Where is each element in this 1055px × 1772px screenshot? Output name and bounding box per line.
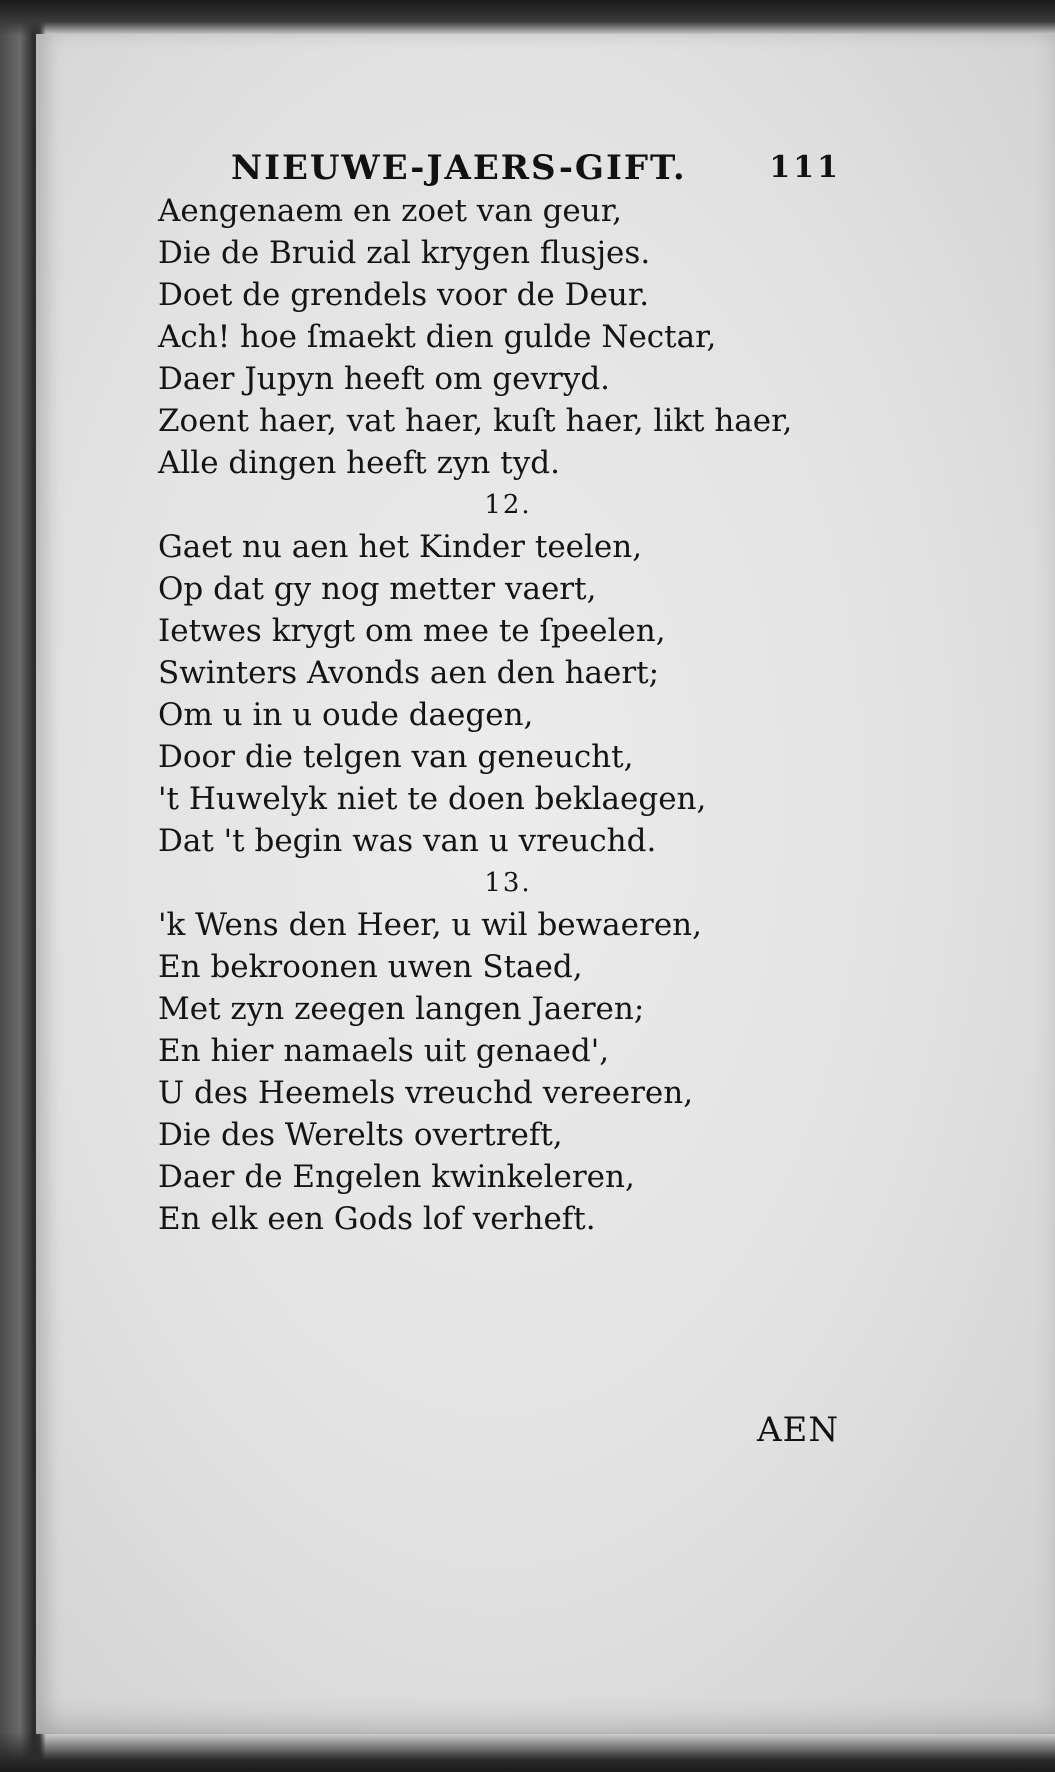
top-edge-shadow: [0, 0, 1055, 36]
poem-line: Die de Bruid zal krygen flusjes.: [158, 235, 651, 271]
bottom-edge-shadow: [0, 1732, 1055, 1772]
page-number: 111: [769, 150, 841, 185]
poem-line: Om u in u oude daegen,: [158, 697, 534, 733]
stanza-number: 13.: [484, 868, 532, 898]
poem-line: Zoent haer, vat haer, kuſt haer, likt haer,: [158, 403, 793, 439]
poem-line: Aengenaem en zoet van geur,: [158, 193, 622, 229]
running-title: NIEUWE-JAERS-GIFT.: [231, 148, 687, 188]
poem-line: Op dat gy nog metter vaert,: [158, 571, 597, 607]
poem-line: Die des Werelts overtreft,: [158, 1117, 563, 1153]
poem-line: Ach! hoe ſmaekt dien gulde Nectar,: [158, 319, 717, 355]
poem-line: Daer de Engelen kwinkeleren,: [158, 1159, 635, 1195]
poem-line: Gaet nu aen het Kinder teelen,: [158, 529, 643, 565]
catchword: AEN: [757, 1410, 840, 1450]
poem-line: En hier namaels uit genaed',: [158, 1033, 610, 1069]
poem-line: Door die telgen van geneucht,: [158, 739, 634, 775]
poem-line: 'k Wens den Heer, u wil bewaeren,: [158, 907, 702, 943]
poem-line: En elk een Gods lof verheft.: [158, 1201, 596, 1237]
poem-line: Dat 't begin was van u vreuchd.: [158, 823, 657, 859]
poem-line: U des Heemels vreuchd vereeren,: [158, 1075, 694, 1111]
poem-line: Swinters Avonds aen den haert;: [158, 655, 660, 691]
poem-line: En bekroonen uwen Staed,: [158, 949, 583, 985]
stanza-number: 12.: [484, 490, 532, 520]
poem-line: Alle dingen heeft zyn tyd.: [158, 445, 560, 481]
poem-text: [158, 190, 878, 1240]
poem-line: Met zyn zeegen langen Jaeren;: [158, 991, 645, 1027]
poem-line: Daer Jupyn heeft om gevryd.: [158, 361, 611, 397]
page-header: [231, 148, 841, 194]
poem-line: Ietwes krygt om mee te ſpeelen,: [158, 613, 666, 649]
poem-line: 't Huwelyk niet te doen beklaegen,: [158, 781, 707, 817]
poem-line: Doet de grendels voor de Deur.: [158, 277, 650, 313]
